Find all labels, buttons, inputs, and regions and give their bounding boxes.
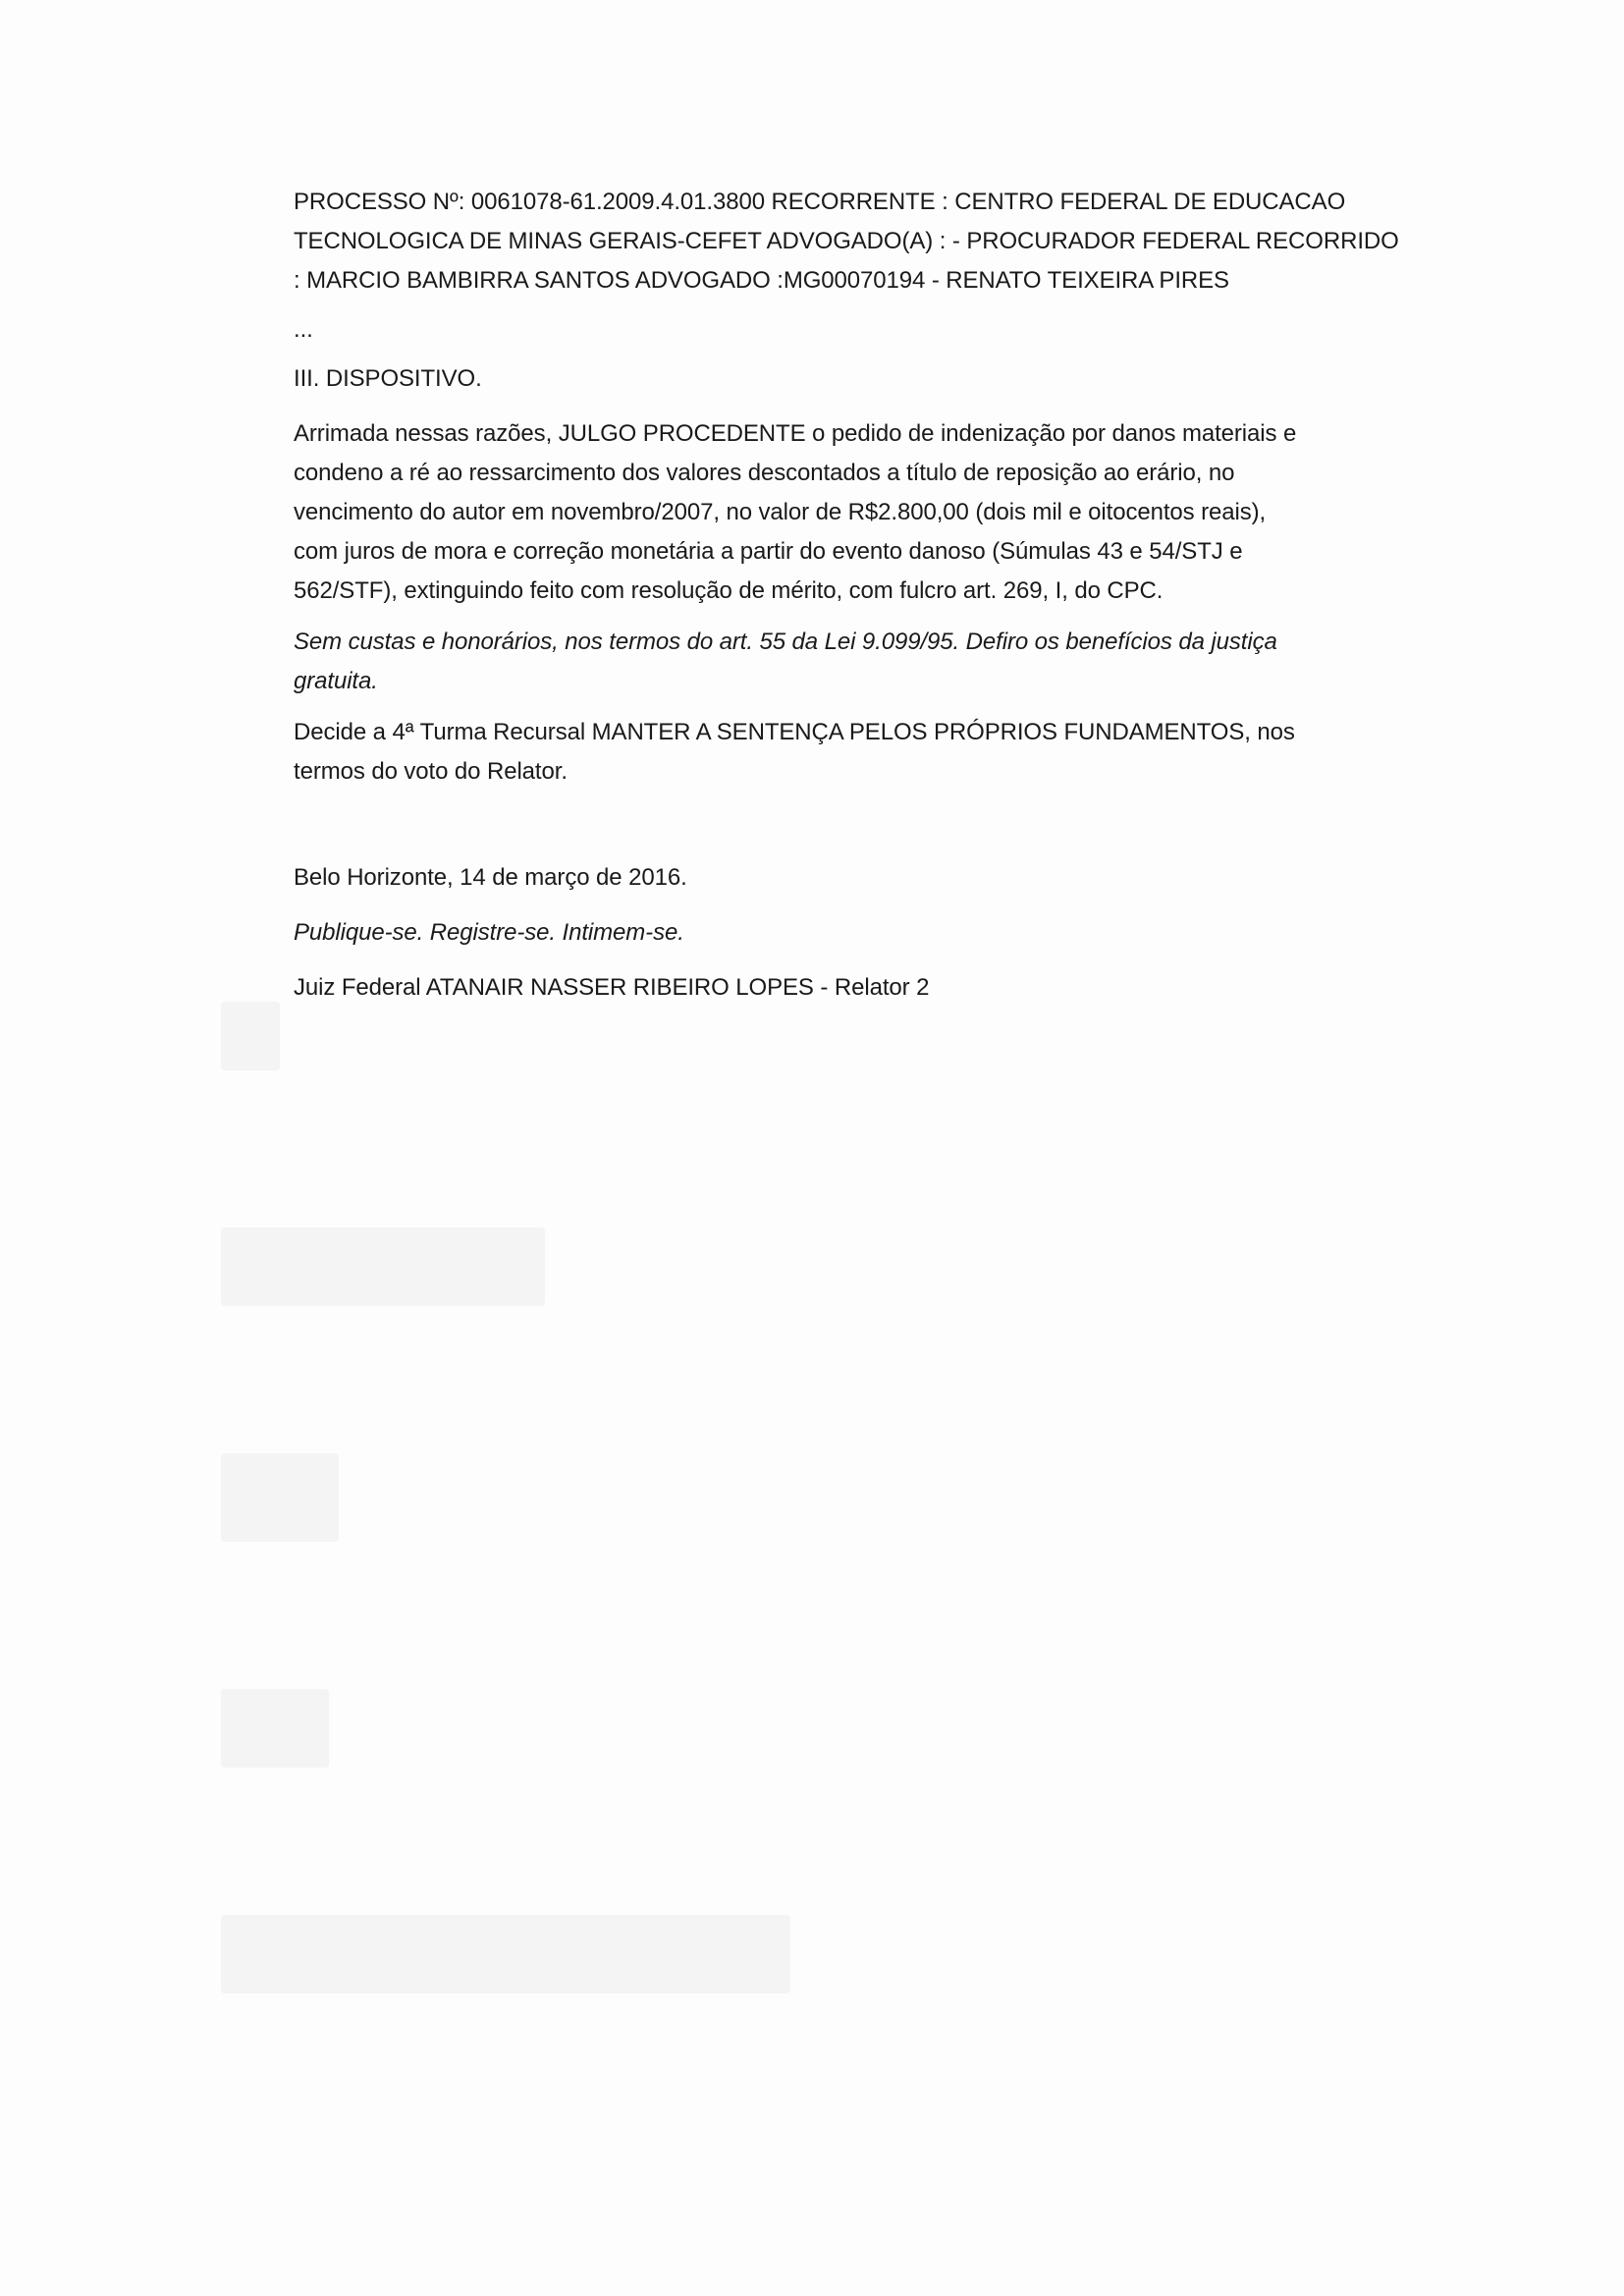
paragraph-line: vencimento do autor em novembro/2007, no valor de R$2.800,00 (dois mil e oitocentos reais), [294,499,1267,525]
paragraph-line: gratuita. [294,668,378,694]
publication-order: Publique-se. Registre-se. Intimem-se. [294,919,684,946]
paragraph-line: Decide a 4ª Turma Recursal MANTER A SENTENÇA PELOS PRÓPRIOS FUNDAMENTOS, nos [294,719,1295,745]
paragraph-line: Sem custas e honorários, nos termos do art. 55 da Lei 9.099/95. Defiro os benefícios da justiça [294,629,1277,655]
costs-paragraph [294,623,1413,701]
header-line: : MARCIO BAMBIRRA SANTOS ADVOGADO :MG00070194 - RENATO TEIXEIRA PIRES [294,267,1229,294]
judge-signature: Juiz Federal ATANAIR NASSER RIBEIRO LOPES - Relator 2 [294,974,930,1001]
scan-artifact [221,1002,280,1070]
section-title: III. DISPOSITIVO. [294,365,482,392]
city-date: Belo Horizonte, 14 de março de 2016. [294,864,687,891]
process-header [294,183,1413,301]
paragraph-line: 562/STF), extinguindo feito com resolução de mérito, com fulcro art. 269, I, do CPC. [294,577,1164,604]
paragraph-line: termos do voto do Relator. [294,758,568,785]
paragraph-line: condeno a ré ao ressarcimento dos valores descontados a título de reposição ao erário, no [294,460,1235,486]
decision-paragraph [294,713,1413,792]
paragraph-line: Arrimada nessas razões, JULGO PROCEDENTE o pedido de indenização por danos materiais e [294,420,1297,447]
document-body [294,183,1413,1008]
header-line: TECNOLOGICA DE MINAS GERAIS-CEFET ADVOGADO(A) : - PROCURADOR FEDERAL RECORRIDO [294,228,1399,254]
paragraph-line: com juros de mora e correção monetária a partir do evento danoso (Súmulas 43 e 54/STJ e [294,538,1243,565]
ruling-paragraph [294,414,1413,611]
scan-artifact [221,1689,329,1768]
header-line: PROCESSO Nº: 0061078-61.2009.4.01.3800 RECORRENTE : CENTRO FEDERAL DE EDUCACAO [294,189,1346,215]
scan-artifact [221,1228,545,1306]
omission-ellipsis: ... [294,316,313,343]
scan-artifact [221,1915,790,1994]
scan-artifact [221,1453,339,1542]
